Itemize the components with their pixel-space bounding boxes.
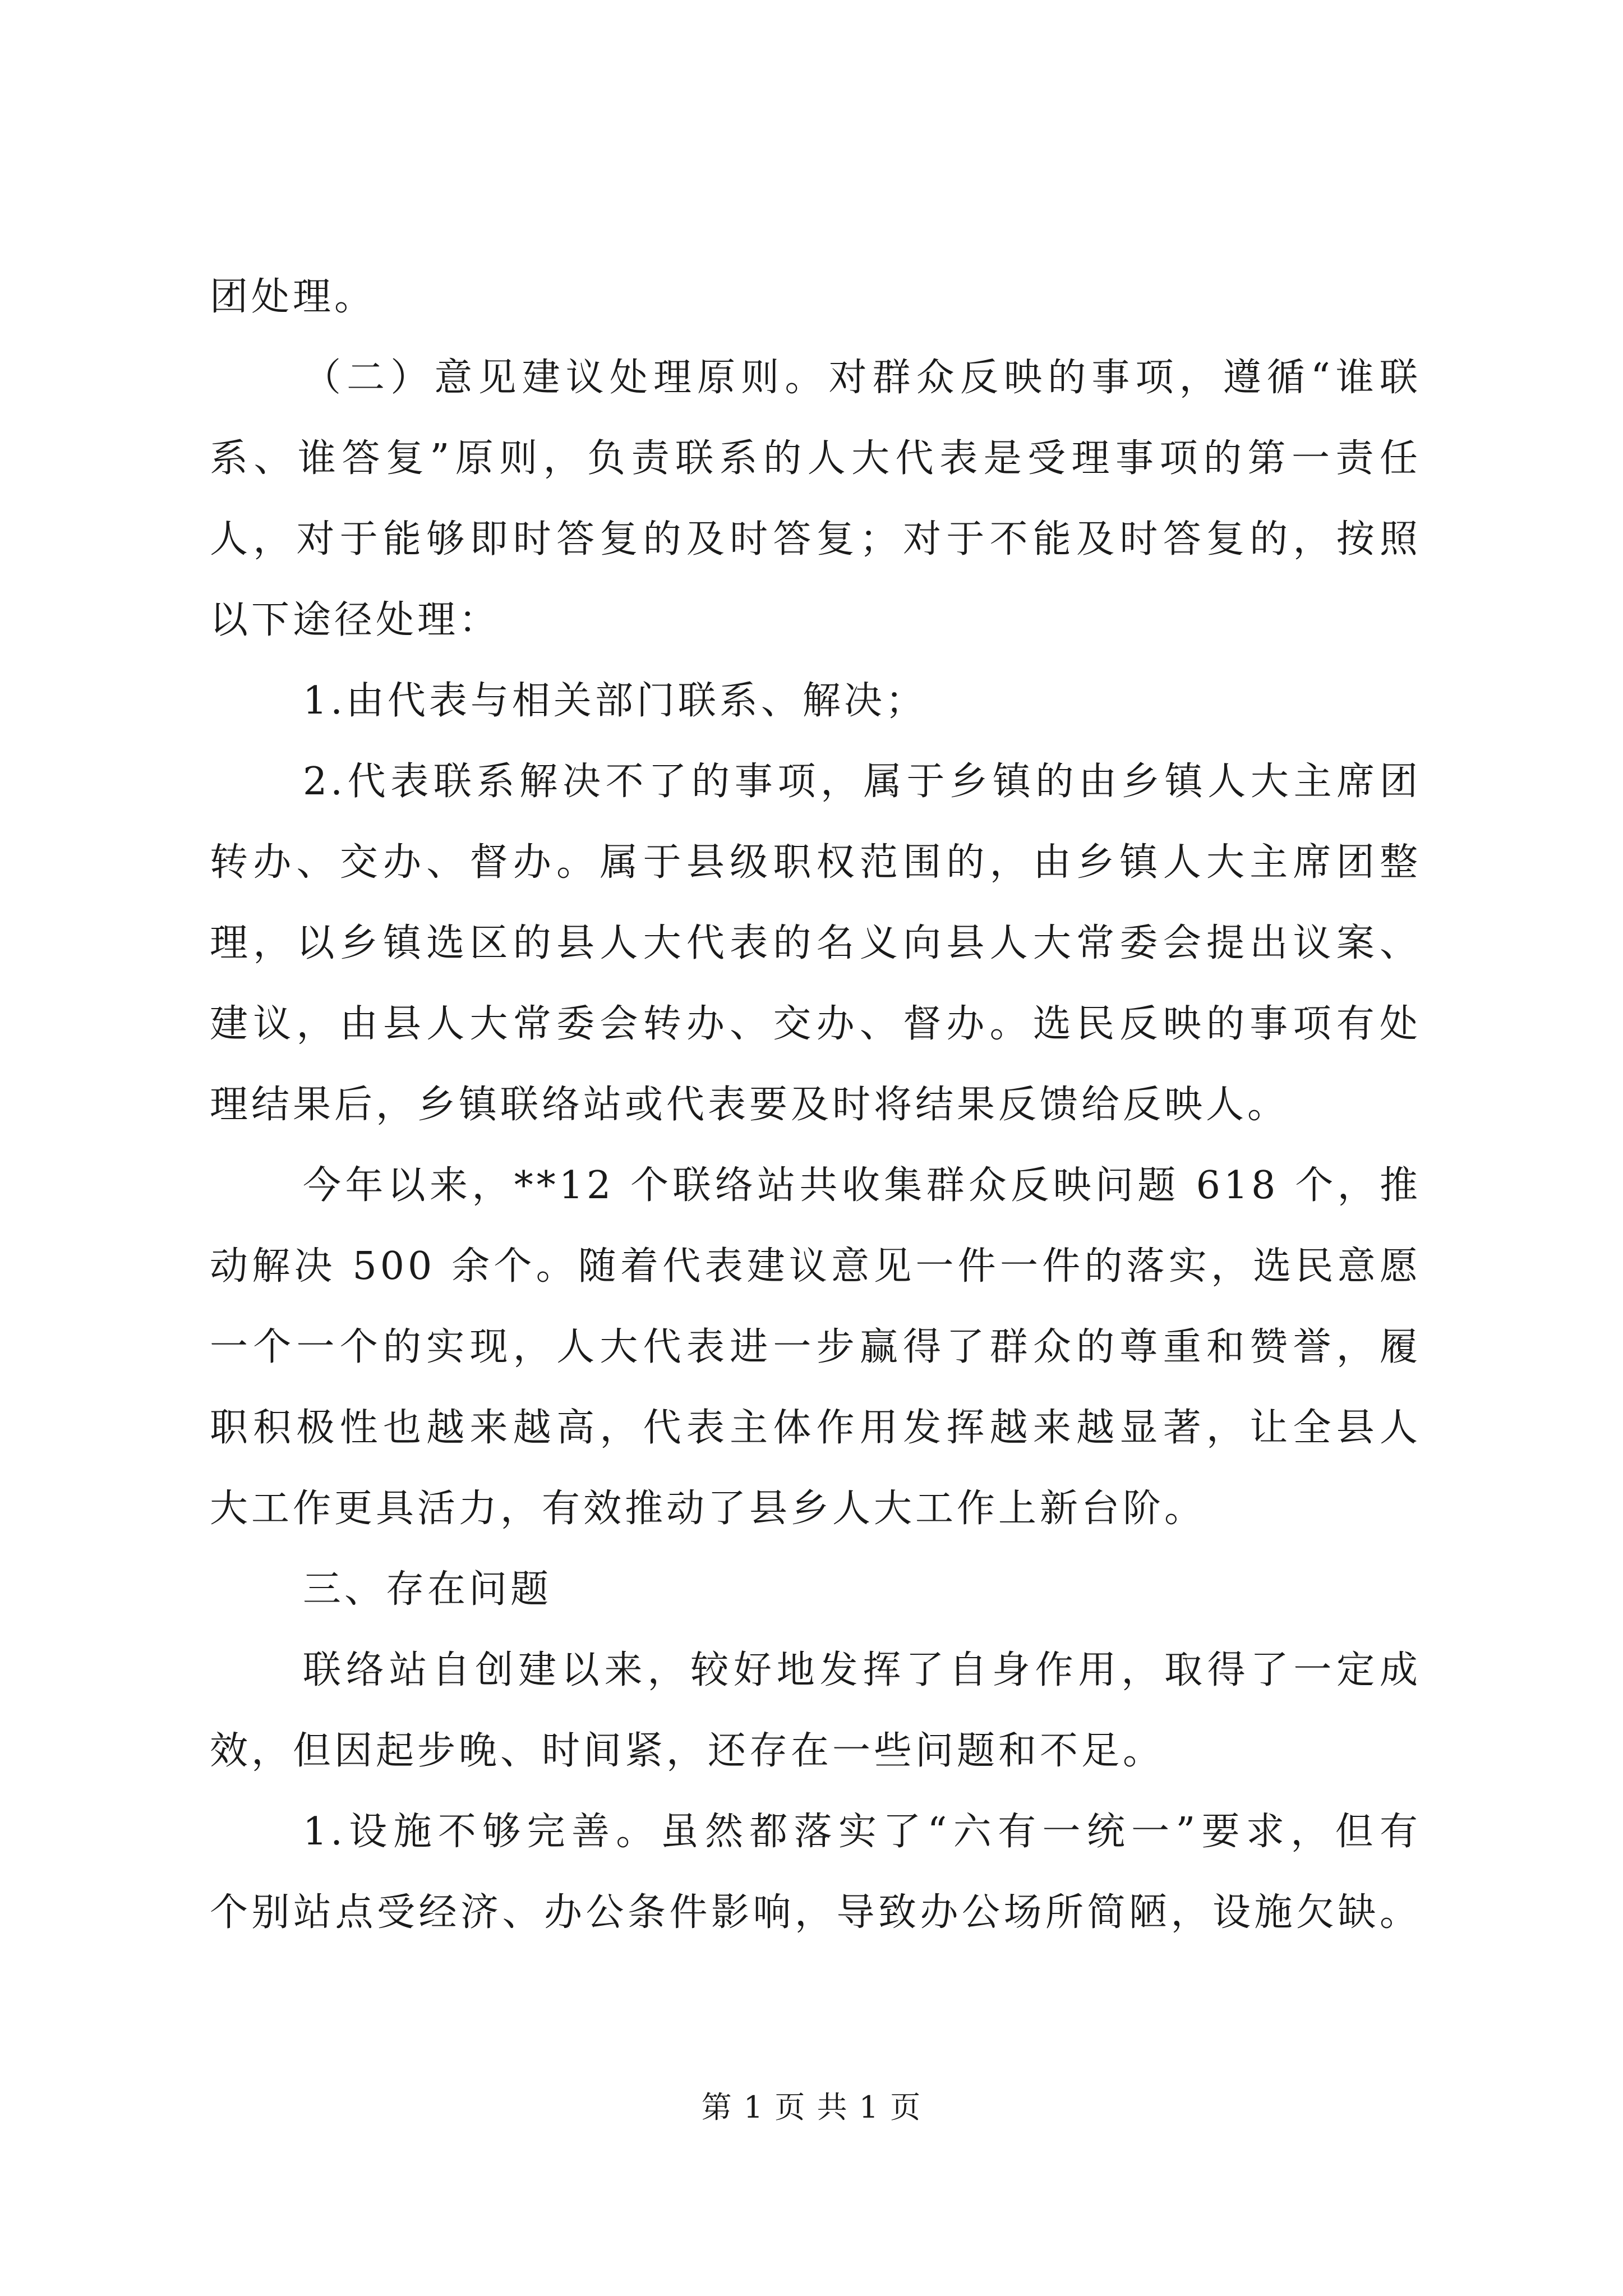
text-line: 转办、交办、督办。属于县级职权范围的，由乡镇人大主席团整 xyxy=(210,840,1421,885)
text-line: 2.代表联系解决不了的事项，属于乡镇的由乡镇人大主席团 xyxy=(303,760,1421,804)
text-line: 1.由代表与相关部门联系、解决； xyxy=(303,679,927,723)
text-line: 动解决 500 余个。随着代表建议意见一件一件的落实，选民意愿 xyxy=(210,1244,1421,1289)
text-line: 效，但因起步晚、时间紧，还存在一些问题和不足。 xyxy=(210,1729,1165,1773)
text-line: 以下途径处理： xyxy=(210,598,501,642)
text-line: 职积极性也越来越高，代表主体作用发挥越来越显著，让全县人 xyxy=(210,1406,1421,1450)
text-line: （二）意见建议处理原则。对群众反映的事项，遵循“谁联 xyxy=(303,356,1421,400)
text-line: 系、谁答复”原则，负责联系的人大代表是受理事项的第一责任 xyxy=(210,436,1421,481)
text-line: 大工作更具活力，有效推动了县乡人大工作上新台阶。 xyxy=(210,1487,1206,1531)
text-line: 今年以来，**12 个联络站共收集群众反映问题 618 个，推 xyxy=(303,1163,1421,1208)
text-line: 1.设施不够完善。虽然都落实了“六有一统一”要求，但有 xyxy=(303,1810,1421,1854)
text-line: 理，以乡镇选区的县人大代表的名义向县人大常委会提出议案、 xyxy=(210,921,1421,965)
text-line: 理结果后，乡镇联络站或代表要及时将结果反馈给反映人。 xyxy=(210,1083,1289,1127)
text-line: 团处理。 xyxy=(210,275,376,319)
text-line: 一个一个的实现，人大代表进一步赢得了群众的尊重和赞誉，履 xyxy=(210,1325,1421,1369)
document-body xyxy=(210,257,1421,1953)
page-footer: 第 1 页 共 1 页 xyxy=(701,2090,922,2125)
text-line: 联络站自创建以来，较好地发挥了自身作用，取得了一定成 xyxy=(303,1648,1421,1692)
text-line: 人，对于能够即时答复的及时答复；对于不能及时答复的，按照 xyxy=(210,517,1421,562)
text-line: 个别站点受经济、办公条件影响，导致办公场所简陋，设施欠缺。 xyxy=(210,1890,1421,1935)
text-line: 建议，由县人大常委会转办、交办、督办。选民反映的事项有处 xyxy=(210,1002,1421,1046)
text-line: 三、存在问题 xyxy=(303,1567,552,1612)
